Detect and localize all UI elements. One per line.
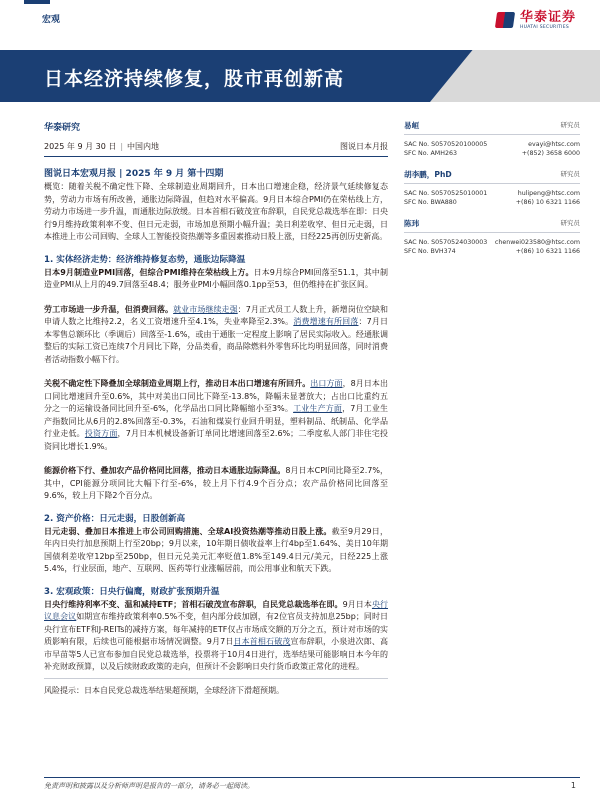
link-boj-meeting[interactable]: 央行议息会议 bbox=[44, 599, 389, 621]
logo-subtitle: HUATAI SECURITIES bbox=[519, 24, 570, 30]
link-investment[interactable]: 投资方面 bbox=[84, 429, 118, 438]
risk-warning: 风险提示：日本自民党总裁选举结果超预期，全球经济下滑超预期。 bbox=[44, 685, 284, 695]
link-employment[interactable]: 就业市场继续走强 bbox=[173, 304, 238, 314]
divider bbox=[44, 156, 388, 157]
tag-accent bbox=[24, 0, 50, 4]
link-industry[interactable]: 工业生产方面 bbox=[293, 404, 343, 413]
section-heading-2: 2. 资产价格：日元走弱，日股创新高 bbox=[44, 513, 186, 524]
analyst-card: 易峘 研究员 SAC No. S0570520100005 evayi@htsc.com SFC No. AMH263 +(852) 3658 6000 bbox=[404, 121, 580, 157]
analyst-card: 陈玮 研究员 SAC No. S0570524030003 chenwei023580@htsc.com SFC No. BVH374 +(86) 10 6321 1166 bbox=[404, 219, 580, 255]
report-title: 图说日本宏观月报 | 2025 年 9 月 第十四期 bbox=[44, 169, 224, 179]
link-exports[interactable]: 出口方面 bbox=[310, 379, 343, 388]
logo-name: 华泰证券 bbox=[519, 9, 576, 25]
analyst-name: 陈玮 bbox=[404, 219, 420, 228]
logo-mark-icon bbox=[496, 10, 516, 30]
page-number: 1 bbox=[570, 781, 576, 790]
analyst-email[interactable]: chenwei023580@htsc.com bbox=[494, 239, 580, 246]
title-band-accent bbox=[430, 50, 600, 102]
analyst-email[interactable]: hulipeng@htsc.com bbox=[517, 190, 580, 197]
link-pm-ishiba[interactable]: 日本首相石破茂 bbox=[233, 637, 291, 646]
paragraph-labor: 劳工市场进一步升温，但消费回落。就业市场继续走强：7月正式员工人数上升，新增岗位空缺和申请人数之比维持2.2，名义工资增速升至4.1%，失业率降至2.3%。消费增速有所回落：7月日本零售总额环比（季调后）回落至-1.6%，或由于通胀一定程度上影响了居民实际收入。经通胀调整后的实际工资已连续7个月同比下降，分品类看，商品除燃料外零售环比均明显回落，同时消费者活动指数小幅下行。 bbox=[44, 304, 389, 364]
paragraph-assets: 日元走弱、叠加日本推进上市公司回购措施、全球AI投资热潮等推动日股上涨。截至9月29日，年内日央行加息预期上行至20bp；9月以来，10年期日债收益率上行4bp至1.64%、美日10年期国债利差收窄12bp至250bp，但日元兑美元汇率贬值1.8%至149.4日元/美元，日经225上涨5.4%，行业层面，地产、互联网、医药等行业涨幅居前，而公用事业和航天下跌。 bbox=[44, 526, 388, 573]
category-tag: 宏观 bbox=[42, 15, 61, 25]
paragraph-exports: 关税不确定性下降叠加全球制造业周期上行，推动日本出口增速有所回升。出口方面，8月日本出口同比增速回升至0.6%，其中对美出口同比下降至-13.8%，降幅未显著放大；占出口比重约五分之一的运输设备同比回升至-6%，化学品出口同比降幅缩小至3%。工业生产方面，7月工业生产指数同比从6月的2.8%回落至-0.3%，石油和煤炭行业回升明显，塑料制品、纸制品、化学品行业走低。投资方面，7月日本机械设备新订单同比增速回落至2.6%；二季度私人部门非住宅投资同比增长1.9%。 bbox=[44, 379, 389, 451]
analyst-email[interactable]: evayi@htsc.com bbox=[528, 141, 580, 148]
section-heading-1: 1. 实体经济走势：经济维持修复态势，通胀边际降温 bbox=[44, 254, 246, 265]
paragraph-pmi: 日本9月制造业PMI回落，但综合PMI维持在荣枯线上方。日本9月综合PMI回落至51.1，其中制造业PMI从上月的49.7回落至48.4；服务业PMI小幅回落0.1pp至53，但仍维持在扩张区间。 bbox=[44, 267, 388, 289]
report-type: 图说日本月报 bbox=[340, 142, 388, 151]
page-title: 日本经济持续修复，股市再创新高 bbox=[44, 68, 345, 90]
link-consumption[interactable]: 消费增速有所回落 bbox=[293, 317, 359, 326]
overview-paragraph: 概览：随着关税不确定性下降、全球制造业周期回升，日本出口增速企稳，经济景气延续修复态势，劳动力市场有所改善，通胀边际降温，但趋对水平偏高。9月日本综合PMI仍在荣枯线上方，劳动力市场进一步升温，而通胀边际放缓。日本首相石破茂宣布辞职，自民党总裁选举在即：日央行9月维持政策利率不变、但日元走弱，市场加息预期小幅升温；美日利差收窄、但日元走弱，日本推进上市公司回购、全球人工智能投资热潮等多重因素推动日股上涨，日经225再创历史新高。 bbox=[44, 182, 388, 241]
analyst-name: 易峘 bbox=[404, 121, 420, 130]
paragraph-policy: 日央行维持利率不变、温和减持ETF；首相石破茂宣布辞职，自民党总裁选举在即。9月日本央行议息会议如期宣布维持政策利率0.5%不变，但内部分歧加剧，有2位官员支持加息25bp；同时日央行宣布ETF和J-REITs的减持方案，每年减持的ETF仅占市场成交额的万分之五，预计对市场的实质影响有限，后续也可能根据市场情况调整。9月7日日本首相石破茂宣布辞职，小泉进次郎、高市早苗等5人已宣布参加自民党总裁选举，投票将于10月4日进行，选举结果可能影响日本今年的补充财政预算，以及后续财政政策的走向，但预计不会影响日央行货币政策正常化的进程。 bbox=[44, 599, 389, 671]
analyst-card: 胡李鹏，PhD 研究员 SAC No. S0570525010001 hulipeng@htsc.com SFC No. BWA880 +(86) 10 6321 1166 bbox=[404, 170, 580, 206]
report-date: 2025 年 9 月 30 日 bbox=[44, 142, 117, 151]
top-bar bbox=[0, 0, 600, 40]
footer-divider bbox=[44, 777, 580, 778]
disclaimer: 免责声明和披露以及分析师声明是报告的一部分，请务必一起阅读。 bbox=[44, 782, 254, 790]
report-region: 中国内地 bbox=[127, 142, 160, 151]
org-name: 华泰研究 bbox=[44, 123, 81, 133]
brand-logo bbox=[496, 10, 576, 30]
divider bbox=[44, 678, 388, 679]
paragraph-inflation: 能源价格下行、叠加农产品价格同比回落，推动日本通胀边际降温。8月日本CPI同比降至2.7%，其中，CPI能源分项同比大幅下行至-6%，较上月下行4.9个百分点；农产品价格同比回落至9.6%，较上月下降2个百分点。 bbox=[44, 466, 388, 500]
main-column bbox=[44, 120, 388, 696]
meta-row: 2025 年 9 月 30 日 | 中国内地 图说日本月报 bbox=[44, 142, 388, 151]
analyst-panel bbox=[404, 120, 580, 267]
title-band bbox=[0, 50, 600, 102]
section-heading-3: 3. 宏观政策：日央行偏鹰，财政扩张预期升温 bbox=[44, 586, 220, 597]
analyst-name: 胡李鹏，PhD bbox=[404, 170, 452, 179]
